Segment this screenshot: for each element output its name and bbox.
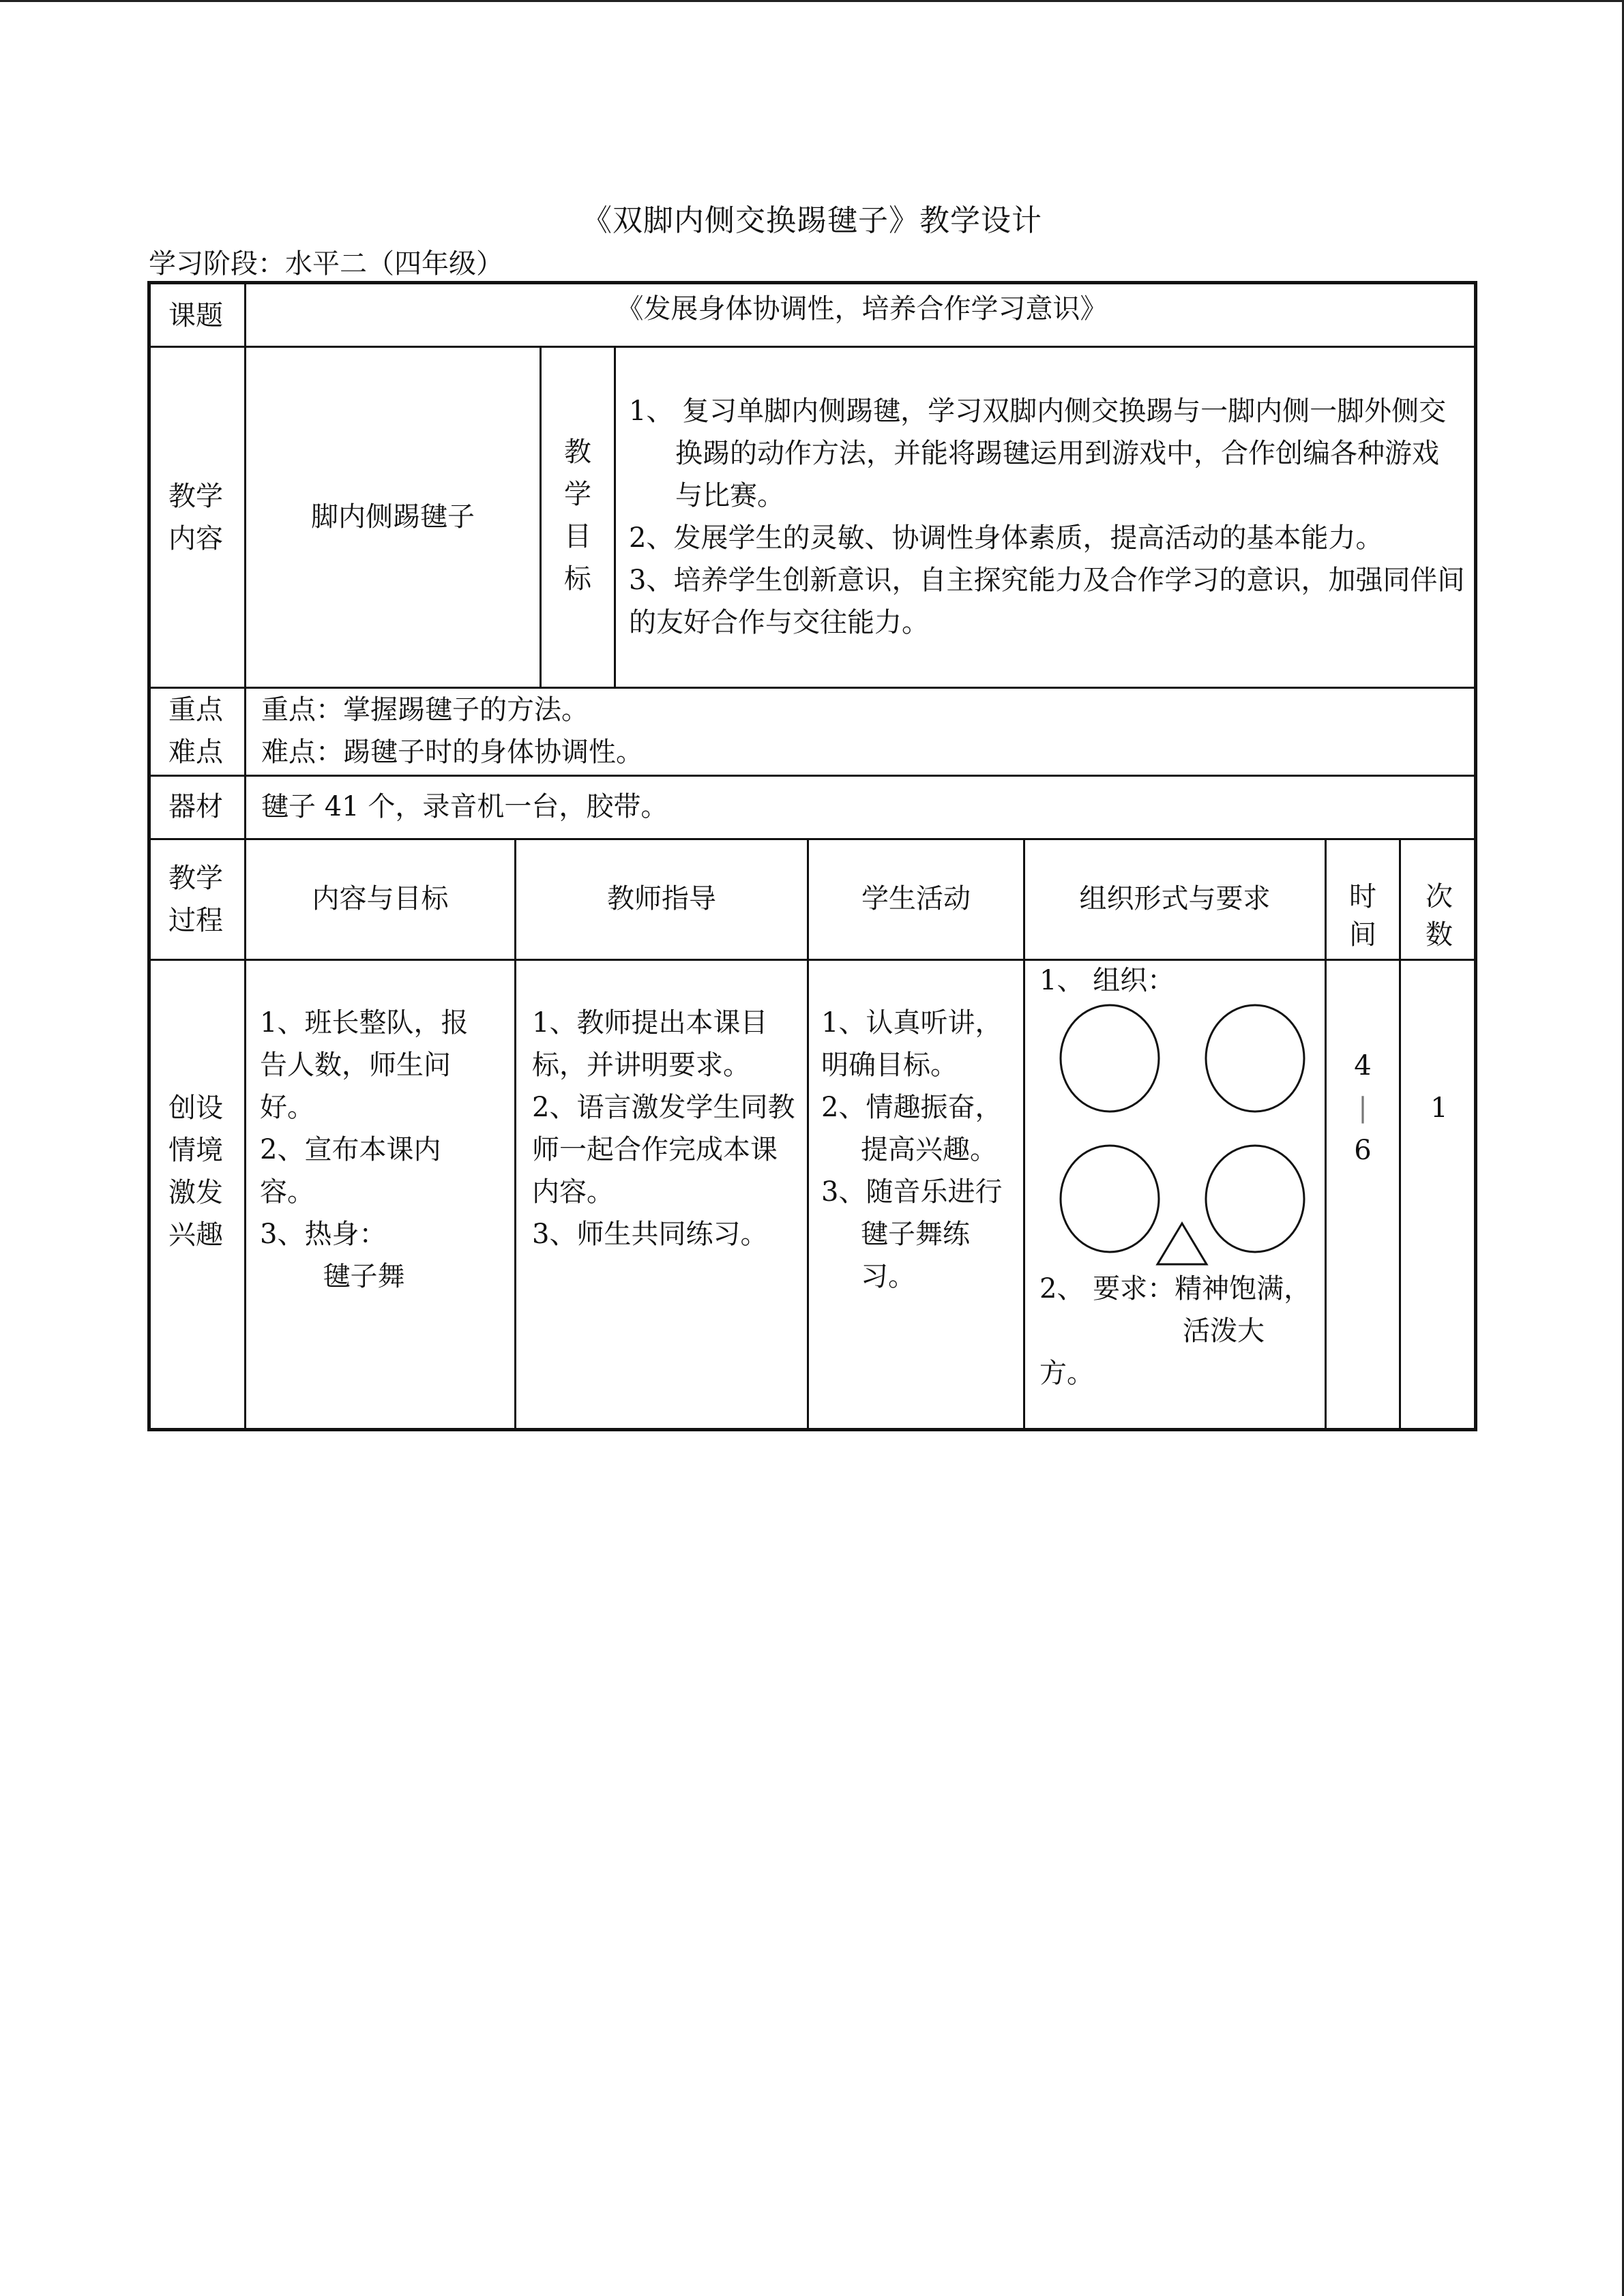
key-points-label: 重点 难点 — [168, 694, 223, 768]
col-rule-goal-label — [614, 346, 616, 687]
time-cell: 4 | 6 — [1354, 1050, 1372, 1166]
content-value: 脚内侧踢毽子 — [311, 501, 475, 533]
group-circle-icon — [1061, 1005, 1159, 1112]
rule-1 — [147, 346, 1477, 348]
col-rule-label — [244, 281, 246, 1431]
goal-item: 1、 复习单脚内侧踢毽，学习双脚内侧交换踢与一脚内侧一脚外侧交换踢的动作方法，并能将踢毽运用到游戏中，合作创编各种游戏与比赛。 — [629, 396, 1447, 511]
content-label: 教学 内容 — [168, 481, 223, 554]
list-item: 3、随音乐进行毽子舞练习。 — [821, 1176, 1003, 1292]
group-circle-icon — [1206, 1146, 1304, 1252]
goal-label: 教 学 目 标 — [564, 436, 591, 595]
list-item: 2、宣布本课内容。 — [260, 1134, 441, 1208]
list-item: 3、师生共同练习。 — [532, 1219, 768, 1250]
col-header-org: 组织形式与要求 — [1079, 883, 1271, 914]
col-header-content: 内容与目标 — [312, 883, 449, 914]
formation-diagram — [1025, 1004, 1325, 1277]
learning-stage: 学习阶段：水平二（四年级） — [149, 248, 503, 280]
group-circle-icon — [1061, 1146, 1159, 1252]
teacher-triangle-icon — [1157, 1223, 1207, 1264]
equipment-value: 毽子 41 个，录音机一台，胶带。 — [261, 791, 668, 822]
rule-3 — [147, 775, 1477, 777]
count-cell: 1 — [1430, 1092, 1448, 1124]
rule-4 — [147, 838, 1477, 840]
col-header-count: 次 数 — [1426, 881, 1453, 951]
org-requirements: 2、 要求：精神饱满， 活泼大 方。 — [1039, 1273, 1312, 1389]
col-rule-student — [807, 838, 809, 1431]
list-item: 1、班长整队，报告人数，师生问好。 — [260, 1007, 469, 1123]
lesson-plan-table — [147, 281, 1477, 1431]
list-item: 2、语言激发学生同教师一起合作完成本课内容。 — [532, 1092, 795, 1208]
topic-label: 课题 — [168, 300, 223, 331]
process-label: 教学 过程 — [168, 863, 223, 936]
list-item: 3、热身： — [260, 1219, 387, 1250]
org-title: 1、 组织： — [1039, 965, 1175, 996]
document-title: 《双脚内侧交换踢毽子》教学设计 — [582, 203, 1042, 238]
key-points-text: 重点：掌握踢毽子的方法。 难点：踢毽子时的身体协调性。 — [261, 694, 643, 768]
equipment-label: 器材 — [168, 791, 223, 822]
list-item: 1、认真听讲，明确目标。 — [821, 1007, 1003, 1081]
student-activity-cell — [821, 1002, 1014, 1298]
col-header-student: 学生活动 — [861, 883, 971, 914]
teacher-guidance-cell — [532, 1002, 801, 1255]
list-item: 1、教师提出本课目标，并讲明要求。 — [532, 1007, 768, 1081]
list-item: 2、情趣振奋，提高兴趣。 — [821, 1092, 1003, 1165]
group-circle-icon — [1206, 1005, 1304, 1112]
goal-item: 3、培养学生创新意识，自主探究能力及合作学习的意识，加强同伴间的友好合作与交往能力。 — [629, 565, 1465, 638]
list-item: 毽子舞 — [323, 1261, 405, 1292]
page-top-border — [0, 0, 1624, 2]
col-rule-teacher — [514, 838, 516, 1431]
stage-label: 创设 情境 激发 兴趣 — [168, 1092, 223, 1251]
goal-item: 2、发展学生的灵敏、协调性身体素质，提高活动的基本能力。 — [629, 522, 1383, 554]
topic-value: 《发展身体协调性，培养合作学习意识》 — [616, 293, 1108, 325]
goals-list — [629, 390, 1465, 644]
col-header-teacher: 教师指导 — [607, 883, 716, 914]
content-goals-cell — [260, 1002, 495, 1298]
col-header-time: 时 间 — [1349, 881, 1376, 951]
